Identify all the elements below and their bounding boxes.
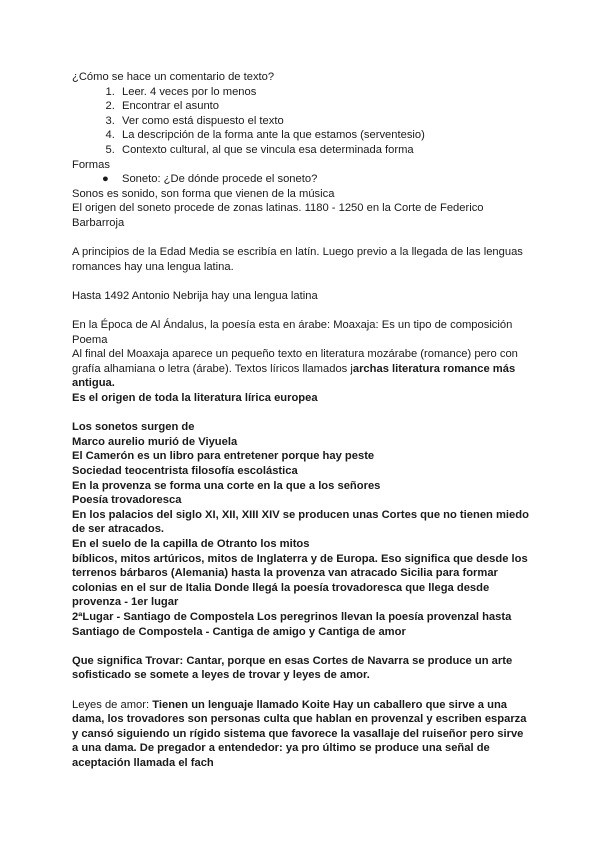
formas-item (102, 172, 532, 187)
paragraph-andalus: En la Época de Al Ándalus, la poesía esta en árabe: Moaxaja: Es un tipo de composición Poema (72, 319, 513, 346)
step-item: 3. Ver como está dispuesto el texto (118, 114, 532, 129)
steps-list (72, 85, 532, 158)
bold-line: Poesía trovadoresca (72, 494, 182, 507)
leyes-bold-text: Tienen un lenguaje llamado Koite Hay un caballero que sirve a una dama, los trovadores son personas culta que hablan en provenzal y escriben esparza y cansó siguiendo un rígido sistema que favorece la vasallaje del ruiseñor pero sirve a una dama. De pregador a entendedor: ya pro último se produce una señal de aceptación llamada el fach (72, 698, 527, 769)
bold-line: Los sonetos surgen de (72, 421, 195, 434)
bold-line: En los palacios del siglo XI, XII, XIII XIV se producen unas Cortes que no tienen miedo de ser atracados. (72, 508, 529, 536)
bold-line: Sociedad teocentrista filosofía escolástica (72, 465, 298, 478)
paragraph-sonetos: Sonos es sonido, son forma que vienen de la música (72, 187, 335, 200)
step-item: 5. Contexto cultural, al que se vincula esa determinada forma (118, 143, 532, 158)
step-item: 4. La descripción de la forma ante la que estamos (serventesio) (118, 128, 532, 143)
bold-line: Marco aurelio murió de Viyuela (72, 435, 238, 448)
bold-section (72, 420, 532, 639)
paragraph-origen: El origen del soneto procede de zonas latinas. 1180 - 1250 en la Corte de Federico Barbarroja (72, 202, 484, 229)
moaxaja-text: Al final del Moaxaja aparece un pequeño texto en literatura mozárabe (romance) pero con grafía alhamiana o letra (árabe). Textos líricos llamados j (72, 348, 518, 375)
bold-line: En el suelo de la capilla de Otranto los mitos (72, 538, 310, 550)
step-item: 1. Leer. 4 veces por lo menos (118, 85, 532, 100)
step-item: 2. Encontrar el asunto (118, 99, 532, 114)
paragraph-moaxaja (72, 347, 532, 391)
paragraph-edad-media: A principios de la Edad Media se escribía en latín. Luego previo a la llegada de las lenguas romances hay una lengua latina. (72, 246, 523, 273)
bold-line: bíblicos, mitos artúricos, mitos de Inglaterra y de Europa. Eso significa que desde los terrenos bárbaros (Alemania) hasta la provenza van atracado Sicilia para formar colonias en el sur de Italia Donde llegá la poesía trovadoresca que llega desde provenza - 1er lugar (72, 552, 528, 609)
heading-comentario: ¿Cómo se hace un comentario de texto? (72, 71, 275, 83)
paragraph-origen-lirica: Es el origen de toda la literatura lírica europea (72, 392, 318, 405)
bold-line: El Camerón es un libro para entretener porque hay peste (72, 450, 375, 463)
formas-label: Formas (72, 158, 110, 171)
document-page (72, 70, 532, 771)
paragraph-trovar: Que significa Trovar: Cantar, porque en esas Cortes de Navarra se produce un arte sofisticado se somete a leyes de trovar y leyes de amor. (72, 654, 513, 682)
bullet-icon: ● (102, 173, 109, 186)
formas-item-text: Soneto: ¿De dónde procede el soneto? (122, 173, 318, 186)
paragraph-nebrija: Hasta 1492 Antonio Nebrija hay una lengua latina (72, 289, 318, 302)
bold-line: En la provenza se forma una corte en la que a los señores (72, 479, 381, 492)
paragraph-leyes-amor (72, 698, 532, 771)
formas-list (72, 172, 532, 187)
leyes-label: Leyes de amor: (72, 698, 153, 711)
moaxaja-bold-text: archas literatura romance más antigua. (72, 362, 516, 390)
bold-line: 2ªLugar - Santiago de Compostela Los peregrinos llevan la poesía provenzal hasta Santiago de Compostela - Cantiga de amigo y Cantiga de amor (72, 610, 512, 638)
